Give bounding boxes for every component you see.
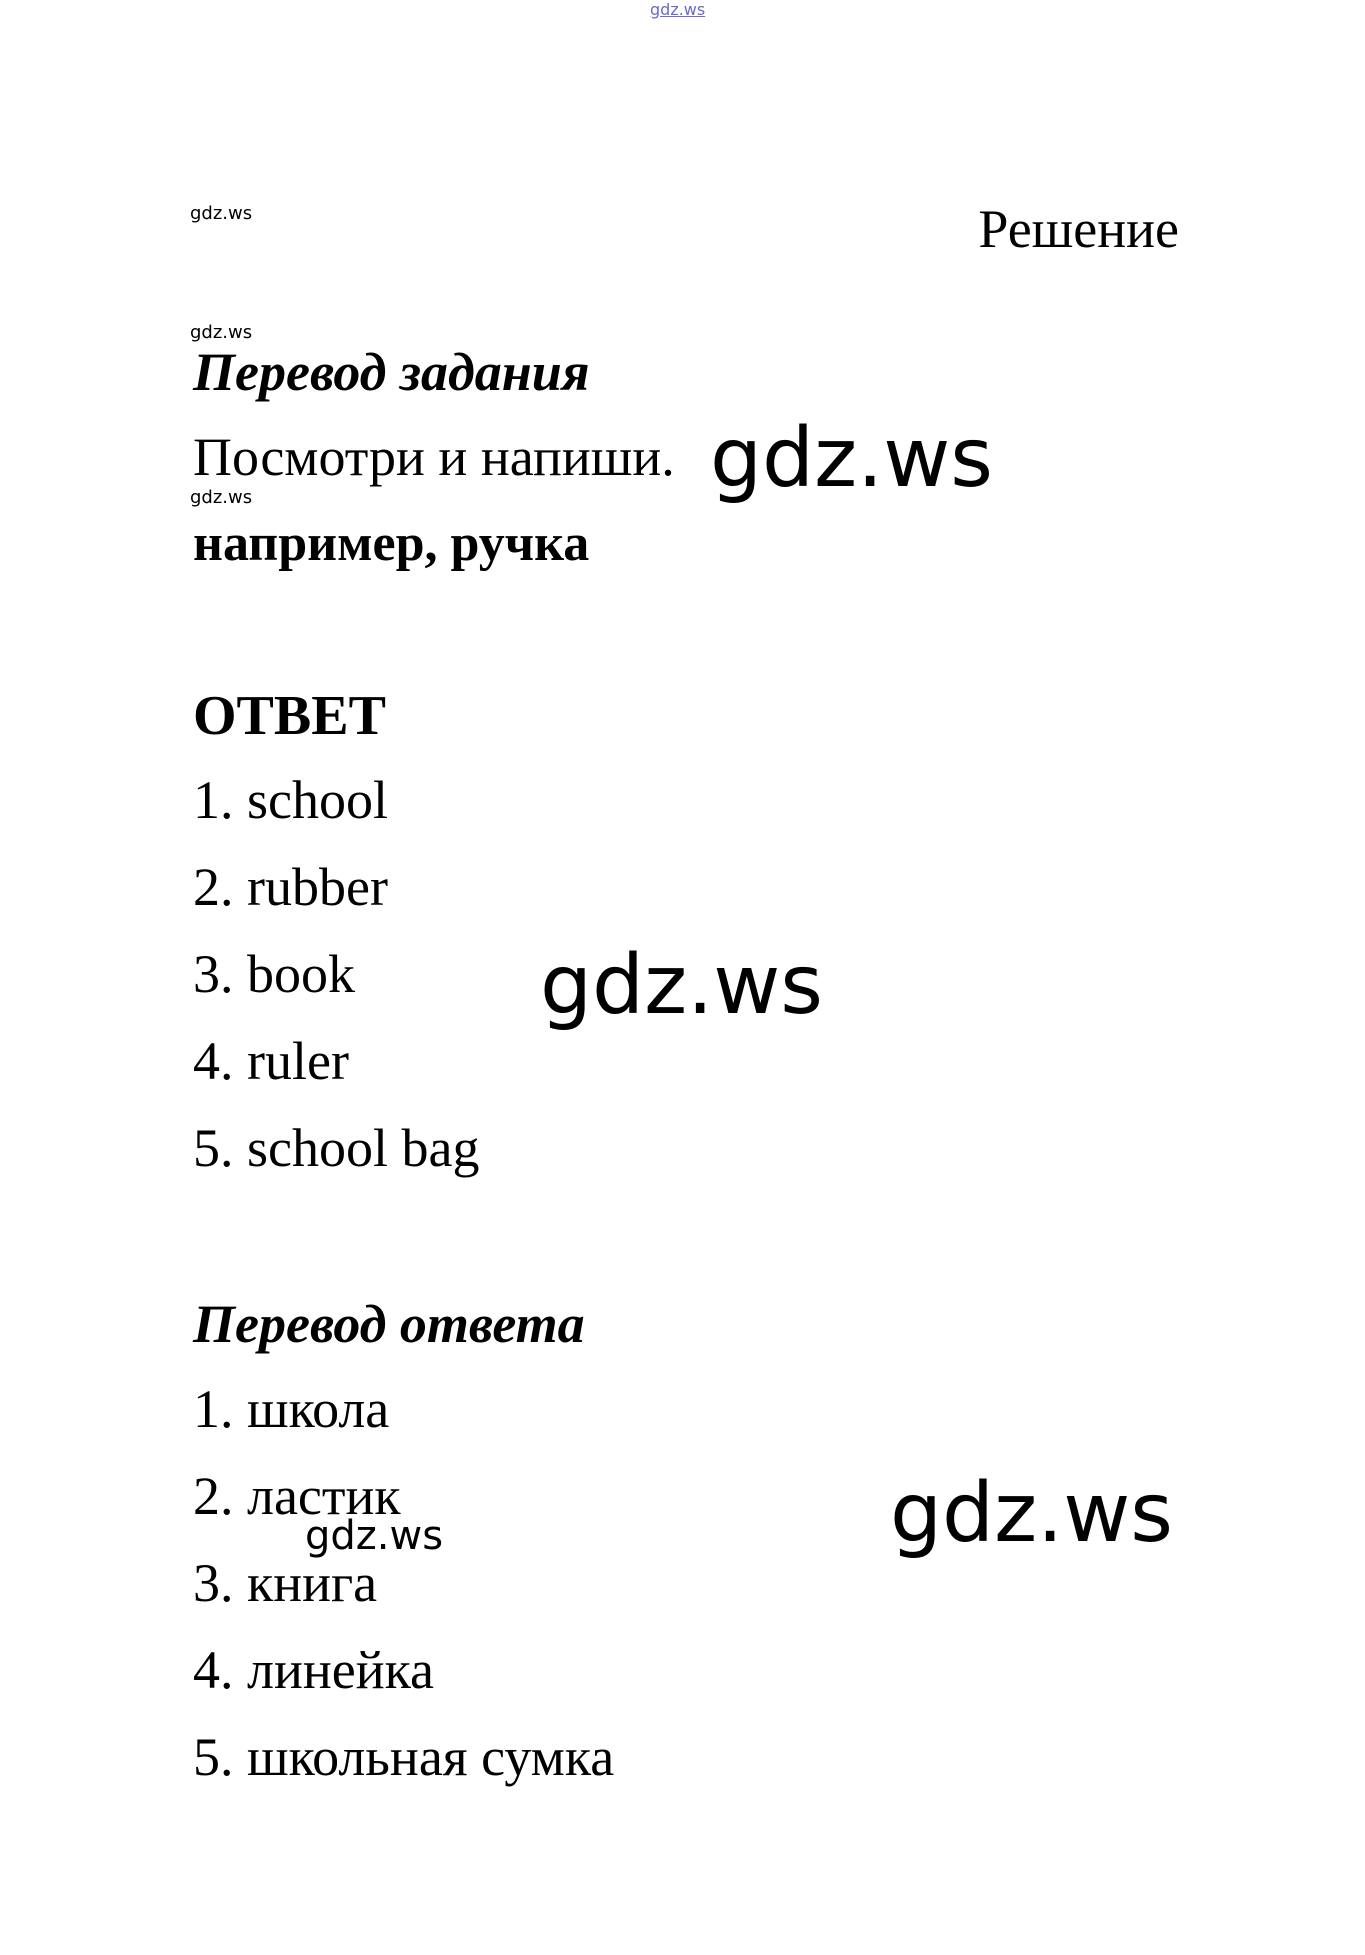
translation-item: 2. ластик (193, 1466, 401, 1526)
watermark-small: gdz.ws (190, 203, 253, 224)
watermark-top: gdz.ws (650, 0, 706, 19)
answer-item: 2. rubber (193, 857, 388, 917)
task-instruction: Посмотри и напиши. (193, 427, 675, 487)
answer-item: 5. school bag (193, 1118, 480, 1178)
watermark-large: gdz.ws (710, 411, 993, 506)
task-example: например, ручка (193, 515, 590, 572)
translation-item: 3. книга (193, 1553, 378, 1613)
watermark-small: gdz.ws (190, 322, 253, 343)
translation-item: 5. школьная сумка (193, 1727, 615, 1787)
watermark-large: gdz.ws (890, 1466, 1173, 1561)
watermark-small: gdz.ws (190, 487, 253, 508)
translation-item: 4. линейка (193, 1640, 434, 1700)
page-title: Решение (978, 199, 1179, 259)
answer-item: 1. school (193, 770, 388, 830)
answer-item: 4. ruler (193, 1031, 349, 1091)
answer-item: 3. book (193, 944, 355, 1004)
answer-heading: ОТВЕТ (193, 685, 386, 747)
watermark-medium: gdz.ws (305, 1513, 444, 1559)
watermark-large: gdz.ws (540, 938, 823, 1033)
translation-heading: Перевод ответа (193, 1294, 585, 1354)
task-heading: Перевод задания (193, 342, 590, 402)
translation-item: 1. школа (193, 1379, 390, 1439)
